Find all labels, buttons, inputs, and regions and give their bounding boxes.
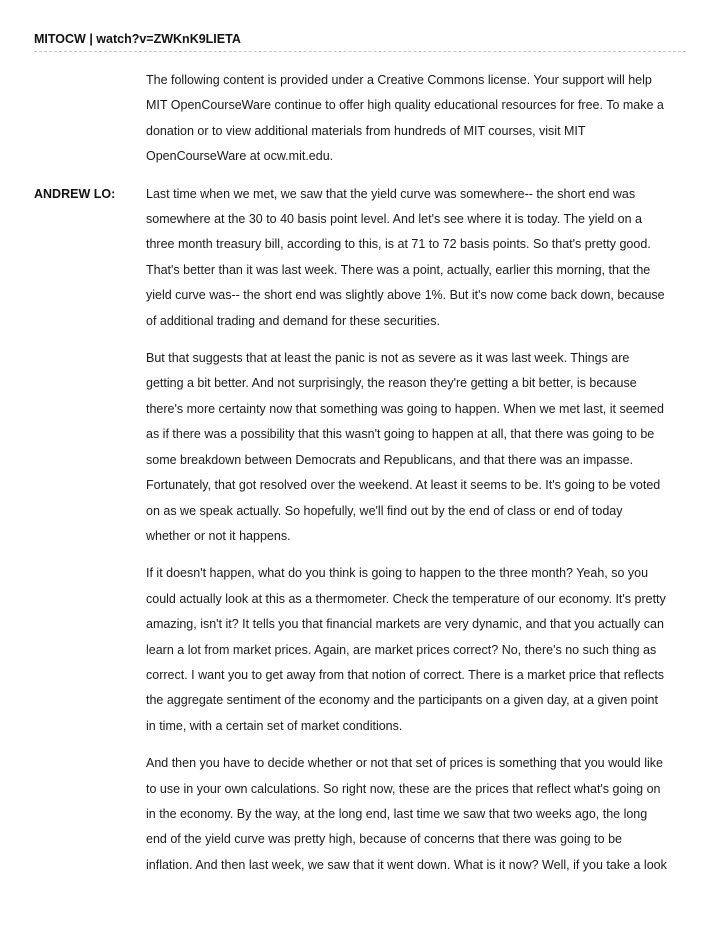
- text-line: could actually look at this as a thermometer. Check the temperature of our economy. It's pretty: [146, 591, 666, 606]
- text-line: correct. I want you to get away from that notion of correct. There is a market price that reflects: [146, 667, 665, 682]
- text-line: on as we speak actually. So hopefully, we'll find out by the end of class or end of today: [146, 503, 623, 518]
- text-line: MIT OpenCourseWare continue to offer high quality educational resources for free. To make a: [146, 98, 664, 113]
- paragraph-gap: [34, 549, 694, 561]
- transcript-block-license: [34, 68, 694, 170]
- text-line: there's more certainty now that something was going to happen. When we met last, it seemed: [146, 401, 664, 416]
- text-line: in the economy. By the way, at the long end, last time we saw that two weeks ago, the long: [146, 806, 648, 821]
- text-line: inflation. And then last week, we saw that it went down. What is it now? Well, if you take a look: [146, 857, 667, 872]
- transcript-body: [34, 68, 694, 878]
- text-line: And then you have to decide whether or not that set of prices is something that you would like: [146, 756, 663, 771]
- transcript-paragraph: [146, 751, 694, 878]
- transcript-paragraph: [146, 182, 694, 334]
- text-line: whether or not it happens.: [146, 528, 291, 543]
- page-title: MITOCW | watch?v=ZWKnK9LIETA: [34, 32, 241, 46]
- text-line: Fortunately, that got resolved over the weekend. At least it seems to be. It's going to be voted: [146, 478, 661, 493]
- transcript-paragraph: [146, 68, 694, 170]
- document-header: [34, 31, 686, 52]
- text-line: donation or to view additional materials from hundreds of MIT courses, visit MIT: [146, 123, 586, 138]
- text-line: If it doesn't happen, what do you think is going to happen to the three month? Yeah, so you: [146, 566, 649, 581]
- header-divider: [34, 51, 686, 52]
- text-line: three month treasury bill, according to this, is at 71 to 72 basis points. So that's pretty good.: [146, 237, 651, 252]
- text-line: somewhere at the 30 to 40 basis point level. And let's see where it is today. The yield on a: [146, 212, 642, 227]
- text-line: But that suggests that at least the panic is not as severe as it was last week. Things are: [146, 351, 630, 366]
- text-line: That's better than it was last week. There was a point, actually, earlier this morning, that the: [146, 262, 651, 277]
- text-line: amazing, isn't it? It tells you that financial markets are very dynamic, and that you actually can: [146, 617, 664, 632]
- text-line: in time, with a certain set of market conditions.: [146, 718, 403, 733]
- text-line: the aggregate sentiment of the economy and the participants on a given day, at a given point: [146, 693, 658, 708]
- text-line: as if there was a possibility that this wasn't going to happen at all, that there was going to be: [146, 427, 655, 442]
- text-line: OpenCourseWare at ocw.mit.edu.: [146, 149, 334, 164]
- paragraph-gap: [34, 334, 694, 346]
- text-line: getting a bit better. And not surprisingly, the reason they're getting a bit better, is because: [146, 376, 637, 391]
- text-line: some breakdown between Democrats and Republicans, and that there was an impasse.: [146, 452, 634, 467]
- speaker-label: ANDREW LO:: [34, 186, 116, 201]
- text-line: learn a lot from market prices. Again, are market prices correct? No, there's no such thing as: [146, 642, 657, 657]
- transcript-paragraph: [146, 346, 694, 549]
- text-line: to use in your own calculations. So right now, these are the prices that reflect what's going on: [146, 781, 661, 796]
- transcript-block-andrew-lo: [34, 182, 694, 879]
- text-line: of additional trading and demand for these securities.: [146, 313, 440, 328]
- text-line: yield curve was-- the short end was slightly above 1%. But it's now come back down, because: [146, 288, 665, 303]
- text-line: Last time when we met, we saw that the yield curve was somewhere-- the short end was: [146, 186, 636, 201]
- text-line: end of the yield curve was pretty high, because of concerns that there was going to be: [146, 832, 622, 847]
- text-line: The following content is provided under a Creative Commons license. Your support will help: [146, 73, 652, 87]
- paragraph-gap: [34, 739, 694, 751]
- paragraph-gap: [34, 170, 694, 182]
- transcript-paragraph: [146, 561, 694, 739]
